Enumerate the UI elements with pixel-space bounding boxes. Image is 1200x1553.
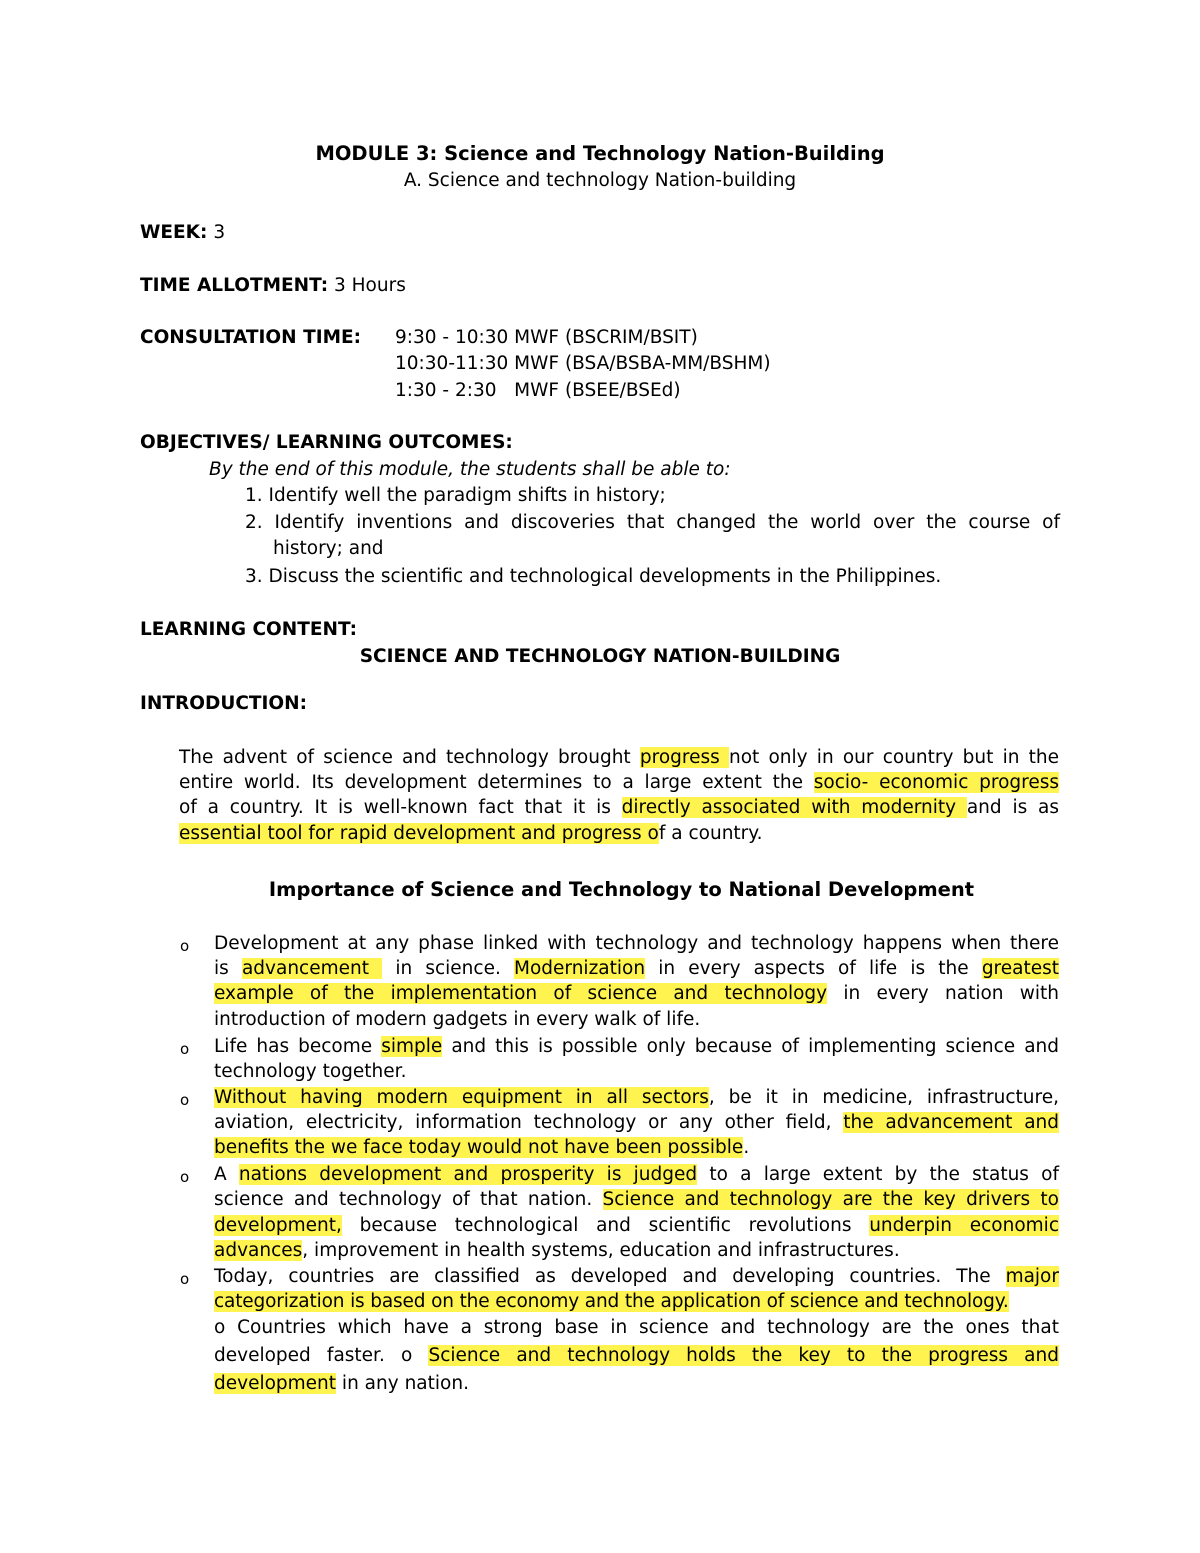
- bullet-text: Development at any phase linked with technology and technology happens when there: [214, 933, 1059, 954]
- highlight: advances: [214, 1240, 303, 1261]
- consultation-label: CONSULTATION TIME:: [140, 327, 362, 348]
- bullet-text: science and technology of that nation. Science and technology are the key drivers to: [214, 1189, 1059, 1210]
- bullet-text: Today, countries are classified as developed and developing countries. The major: [214, 1266, 1059, 1287]
- time-allotment-label: TIME ALLOTMENT:: [140, 275, 329, 296]
- highlight: socio- economic progress: [813, 772, 1059, 793]
- bullet-text: technology together.: [214, 1061, 407, 1082]
- section-title: SCIENCE AND TECHNOLOGY NATION-BUILDING: [359, 646, 841, 667]
- highlight: Without having modern equipment in all sectors: [214, 1087, 709, 1108]
- bullet-text: o Countries which have a strong base in science and technology are the ones that: [214, 1317, 1059, 1338]
- bullet-text: development, because technological and scientific revolutions underpin economic: [214, 1215, 1059, 1236]
- bullet-icon: o: [180, 1270, 190, 1288]
- bullet-text: development in any nation.: [214, 1373, 469, 1394]
- objective-item: 1. Identify well the paradigm shifts in history;: [245, 485, 666, 506]
- importance-heading: Importance of Science and Technology to National Development: [268, 878, 975, 901]
- bullet-text: advances, improvement in health systems, education and infrastructures.: [214, 1240, 900, 1261]
- bullet-icon: o: [180, 937, 190, 955]
- highlight: Modernization: [514, 958, 646, 979]
- highlight: progress: [639, 747, 729, 768]
- highlight: Science and technology holds the key to the progress and: [428, 1345, 1059, 1366]
- highlight: nations development and prosperity is judged: [238, 1164, 698, 1185]
- week-label: WEEK:: [140, 222, 208, 243]
- highlight: essential tool for rapid development and progress o: [179, 823, 659, 844]
- highlight: greatest: [981, 958, 1060, 979]
- consultation-line: 10:30-11:30 MWF (BSA/BSBA-MM/BSHM): [395, 353, 771, 374]
- highlight: development,: [214, 1215, 342, 1236]
- highlight: benefits the we face today would not have been possible: [214, 1137, 744, 1158]
- time-allotment-value: 3 Hours: [334, 275, 406, 296]
- objective-item: 2. Identify inventions and discoveries that changed the world over the course of: [245, 512, 1060, 533]
- highlight: advancement: [241, 958, 383, 979]
- highlight: Science and technology are the key drivers to: [602, 1189, 1059, 1210]
- time-allotment-row: [140, 274, 406, 298]
- consultation-line: 1:30 - 2:30 MWF (BSEE/BSEd): [395, 380, 681, 401]
- bullet-icon: o: [180, 1168, 190, 1186]
- intro-paragraph-line: entire world. Its development determines to a large extent the socio- economic progress: [179, 772, 1059, 793]
- objectives-intro: By the end of this module, the students shall be able to:: [209, 459, 731, 480]
- introduction-heading: INTRODUCTION:: [140, 693, 308, 714]
- bullet-text: introduction of modern gadgets in every walk of life.: [214, 1009, 701, 1030]
- bullet-text: aviation, electricity, information technology or any other field, the advancement and: [214, 1112, 1060, 1133]
- bullet-icon: o: [180, 1091, 190, 1109]
- objective-item: 3. Discuss the scientific and technological developments in the Philippines.: [245, 566, 942, 587]
- bullet-text: [214, 1290, 1009, 1314]
- week-value: 3: [213, 222, 226, 243]
- bullet-text: example of the implementation of science and technology in every nation with: [214, 983, 1059, 1004]
- bullet-text: is advancement in science. Modernization in every aspects of life is the greatest: [214, 958, 1060, 979]
- intro-paragraph-line: essential tool for rapid development and progress of a country.: [179, 823, 763, 844]
- learning-content-heading: LEARNING CONTENT:: [140, 619, 357, 640]
- highlight: directly associated with modernity: [621, 797, 967, 818]
- highlight: the advancement and: [843, 1112, 1060, 1133]
- bullet-text: developed faster. o Science and technology holds the key to the progress and: [214, 1345, 1059, 1366]
- page-subtitle: A. Science and technology Nation-building: [403, 170, 797, 191]
- bullet-text: Life has become simple and this is possible only because of implementing science and: [214, 1036, 1060, 1057]
- page-title: MODULE 3: Science and Technology Nation-Building: [315, 142, 885, 165]
- bullet-text: Without having modern equipment in all sectors, be it in medicine, infrastructure,: [214, 1087, 1059, 1108]
- highlight: underpin economic: [869, 1215, 1059, 1236]
- highlight: simple: [381, 1036, 443, 1057]
- objectives-heading: OBJECTIVES/ LEARNING OUTCOMES:: [140, 432, 513, 453]
- highlight: development: [214, 1373, 337, 1394]
- highlight: categorization is based on the economy and the application of science and technology.: [214, 1291, 1009, 1312]
- intro-paragraph-line: The advent of science and technology brought progress not only in our country but in the: [179, 747, 1060, 768]
- highlight: example of the implementation of science and technology: [214, 983, 828, 1004]
- bullet-text: benefits the we face today would not have been possible.: [214, 1137, 750, 1158]
- bullet-icon: o: [180, 1040, 190, 1058]
- objective-item-continued: history; and: [273, 538, 384, 559]
- week-row: [140, 221, 225, 245]
- consultation-line: 9:30 - 10:30 MWF (BSCRIM/BSIT): [395, 327, 698, 348]
- bullet-text: A nations development and prosperity is judged to a large extent by the status of: [214, 1164, 1059, 1185]
- intro-paragraph-line: of a country. It is well-known fact that it is directly associated with modernity and is as: [179, 797, 1059, 818]
- highlight: major: [1005, 1266, 1059, 1287]
